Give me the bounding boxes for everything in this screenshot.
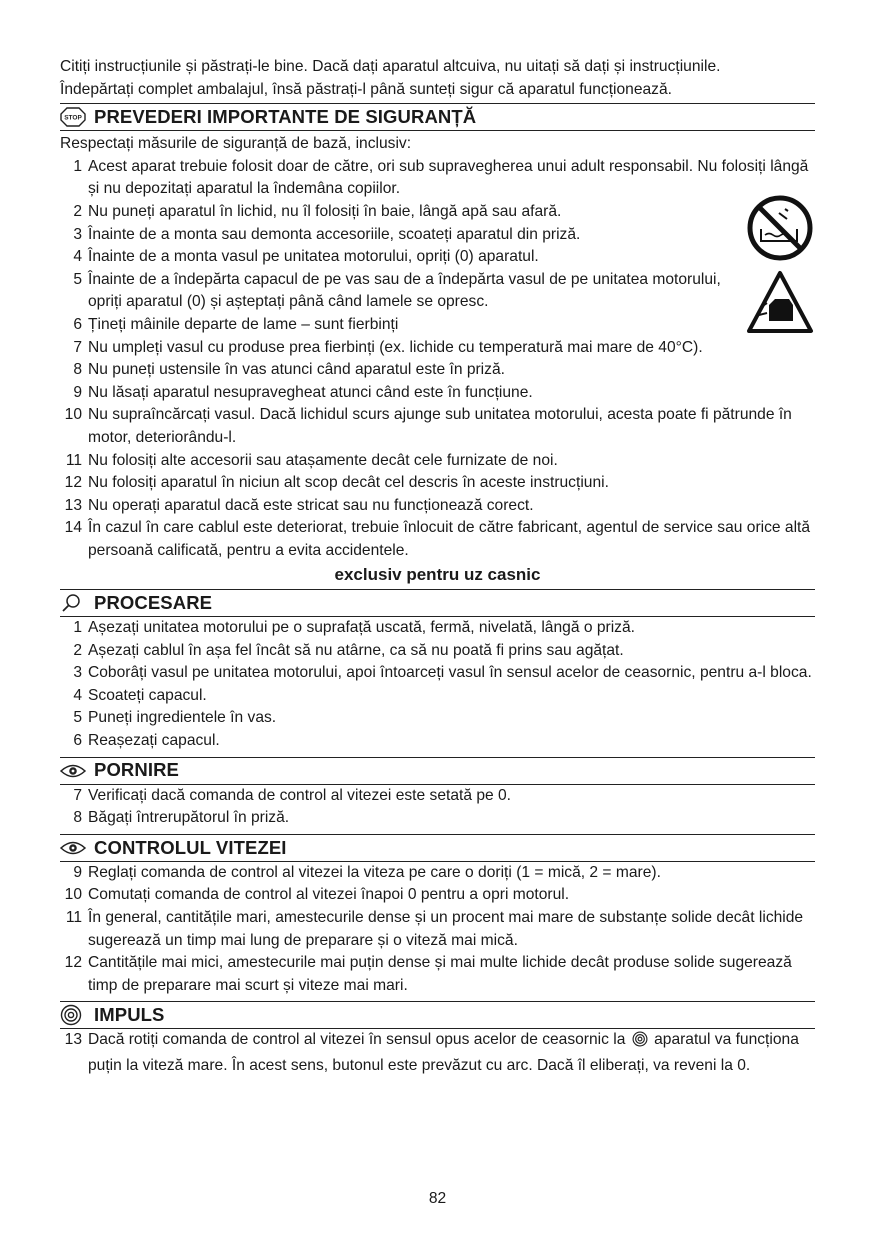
safety-title: PREVEDERI IMPORTANTE DE SIGURANȚĂ: [94, 105, 477, 127]
intro-line-2: Îndepărtați complet ambalajul, însă păstrați-l până sunteți sigur că aparatul funcționează.: [60, 80, 672, 98]
list-item: 9 Reglați comanda de control al vitezei la viteza pe care o doriți (1 = mică, 2 = mare).: [73, 863, 661, 881]
list-item: 6 Reașezați capacul.: [73, 732, 220, 750]
list-item: 1 Așezați unitatea motorului pe o suprafață uscată, fermă, nivelată, lângă o priză.: [73, 619, 635, 637]
pulse-text-after: aparatul va funcționa puțin la viteză mare. În acest sens, butonul este prevăzut cu arc. Dacă îl eliberați, va reveni la 0.: [88, 1031, 799, 1074]
list-item: 10 Nu supraîncărcați vasul. Dacă lichidul scurs ajunge sub unitatea motorului, acesta poate fi pătrunde în motor, deteriorându-l.: [64, 406, 792, 446]
speed-title: CONTROLUL VITEZEI: [94, 836, 287, 858]
list-item: 2 Așezați cablul în așa fel încât să nu atârne, ca să nu poată fi prins sau agățat.: [73, 641, 624, 659]
list-item: 6 Țineți mâinile departe de lame – sunt fierbinți: [73, 315, 399, 333]
magnifier-icon: [60, 592, 88, 614]
stop-icon-text: STOP: [64, 114, 82, 122]
list-item: 8 Nu puneți ustensile în vas atunci când aparatul este în priză.: [73, 361, 505, 379]
household-use-note: exclusiv pentru uz casnic: [334, 565, 541, 585]
list-item: 5 Puneți ingredientele în vas.: [73, 709, 277, 727]
no-water-icon: [750, 198, 810, 258]
safety-list: [60, 156, 815, 563]
list-item: 11 În general, cantitățile mari, amestecurile dense și un procent mai mare de substanțe solide decât lichide sugerează un timp mai lung de preparare și o viteză mai mică.: [65, 909, 804, 949]
list-item: 10 Comutați comanda de control al vitezei înapoi 0 pentru a opri motorul.: [64, 886, 570, 904]
list-item: 12 Cantitățile mai mici, amestecurile mai puțin dense și mai multe lichide decât produse solide sugerează timp de preparare mai scurt și viteze mai mari.: [64, 954, 792, 994]
eye-icon: [60, 760, 88, 782]
list-item: 4 Scoateți capacul.: [73, 686, 207, 704]
processing-title: PROCESARE: [94, 591, 213, 613]
list-item: 3 Înainte de a monta sau demonta accesoriile, scoateți aparatul din priză.: [73, 225, 581, 243]
warning-icons: [745, 195, 815, 343]
stop-icon: [60, 106, 88, 128]
safety-subtitle: Respectați măsurile de siguranță de bază, inclusiv:: [60, 135, 412, 153]
list-item: 7 Verificați dacă comanda de control al vitezei este setată pe 0.: [73, 786, 512, 804]
list-item: 2 Nu puneți aparatul în lichid, nu îl folosiți în baie, lângă apă sau afară.: [73, 202, 562, 220]
start-list: [60, 785, 815, 830]
blade-warning-icon: [749, 273, 811, 331]
eye-icon: [60, 837, 88, 859]
list-item: 5 Înainte de a îndepărta capacul de pe vas sau de a îndepărta vasul de pe unitatea motorului, opriți aparatul (0) și așteptați până când lamele se opresc.: [73, 270, 721, 311]
list-item: 9 Nu lăsați aparatul nesupravegheat atunci când este în funcțiune.: [73, 383, 533, 401]
pulse-list: [60, 1029, 815, 1077]
list-item: 11 Nu folosiți alte accesorii sau atașamente decât cele furnizate de noi.: [65, 451, 558, 469]
page-number: 82: [428, 1190, 447, 1207]
list-item: 3 Coborâți vasul pe unitatea motorului, apoi întoarceți vasul în sensul acelor de ceasornic, pentru a-l bloca.: [73, 664, 812, 682]
list-item: 4 Înainte de a monta vasul pe unitatea motorului, opriți (0) aparatul.: [73, 248, 539, 266]
speed-list: [60, 862, 815, 998]
pulse-text-before: Dacă rotiți comanda de control al vitezei în sensul opus acelor de ceasornic la: [88, 1031, 626, 1049]
list-item: 13 Nu operați aparatul dacă este stricat sau nu funcționează corect.: [64, 496, 534, 514]
pulse-title: IMPULS: [94, 1004, 165, 1026]
list-item: 1 Acest aparat trebuie folosit doar de către, ori sub supravegherea unui adult responsabil. Nu folosiți lângă și nu depozitați aparatul la îndemâna copiilor.: [73, 157, 809, 198]
speed-heading: [60, 834, 815, 862]
start-title: PORNIRE: [94, 759, 179, 781]
list-item: 7 Nu umpleți vasul cu produse prea fierbinți (ex. lichide cu temperatură mai mare de 40°C).: [73, 338, 703, 356]
processing-list: [60, 617, 815, 753]
pulse-heading: [60, 1001, 815, 1029]
pulse-icon: [60, 1004, 88, 1026]
safety-section: [60, 103, 815, 587]
document-page: [60, 56, 815, 1078]
safety-heading: [60, 103, 815, 131]
intro-line-1: Citiți instrucțiunile și păstrați-le bine. Dacă dați aparatul altcuiva, nu uitați să dați și instrucțiunile.: [60, 58, 721, 75]
intro: [60, 56, 815, 101]
list-item: 12 Nu folosiți aparatul în niciun alt scop decât cel descris în aceste instrucțiuni.: [64, 474, 609, 492]
processing-heading: [60, 589, 815, 617]
list-item: 13 Dacă rotiți comanda de control al vitezei în sensul opus acelor de ceasornic la aparatul va funcționa puțin la viteză mare. În acest sens, butonul este prevăzut cu arc. Dacă îl eliberați, va reveni la 0.: [64, 1031, 799, 1074]
start-heading: [60, 757, 815, 785]
list-item: 14 În cazul în care cablul este deteriorat, trebuie înlocuit de către fabricant, agentul de service sau orice altă persoană calificată, pentru a evita accidentele.: [64, 519, 811, 559]
pulse-inline-icon: [632, 1031, 648, 1055]
list-item: 8 Băgați întrerupătorul în priză.: [73, 809, 290, 827]
